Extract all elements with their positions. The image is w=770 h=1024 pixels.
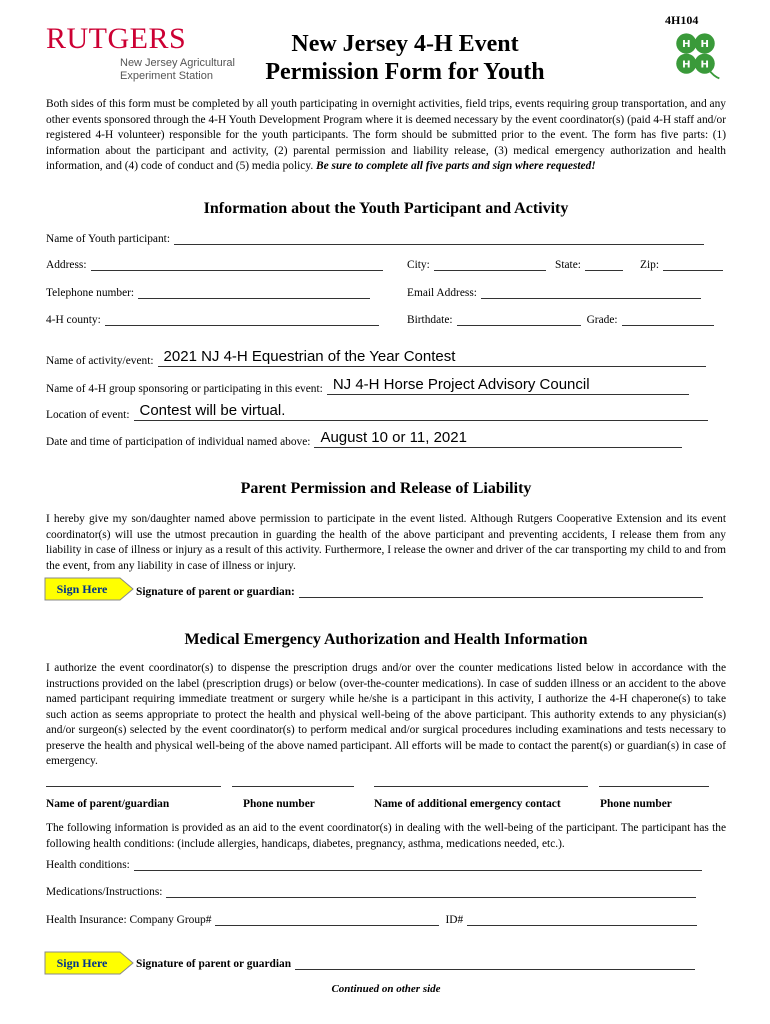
address-row bbox=[46, 258, 383, 271]
col-phone-2: Phone number bbox=[600, 798, 672, 810]
email-row bbox=[407, 286, 701, 299]
intro-emphasis: Be sure to complete all five parts and sign where requested! bbox=[316, 160, 596, 172]
phone-label: Telephone number: bbox=[46, 287, 135, 299]
location-value: Contest will be virtual. bbox=[139, 402, 286, 419]
grade-label: Grade: bbox=[586, 314, 618, 326]
email-label: Email Address: bbox=[407, 287, 477, 299]
title-line1: New Jersey 4-H Event bbox=[291, 31, 519, 57]
birthdate-row bbox=[407, 313, 714, 326]
parent-name-field[interactable] bbox=[46, 786, 221, 787]
contact-phone-field[interactable] bbox=[599, 786, 709, 787]
date-row bbox=[46, 429, 682, 448]
date-value: August 10 or 11, 2021 bbox=[320, 429, 467, 446]
group-value: NJ 4-H Horse Project Advisory Council bbox=[332, 376, 590, 393]
insurance-id-label: ID# bbox=[445, 914, 464, 926]
health-text: The following information is provided as an aid to the event coordinator(s) in dealing with the well-being of the participant. The participant has the following health conditions: (include allergies, handicaps, diabetes, pregnancy, asthma, medications needed, etc.). bbox=[46, 822, 726, 850]
city-row bbox=[407, 258, 546, 271]
svg-text:H: H bbox=[682, 59, 691, 71]
medical-text: I authorize the event coordinator(s) to dispense the prescription drugs and/or over the counter medications listed below in accordance with the instructions provided on the label (prescription drugs) or below (over-the-counter medications). In case of sudden illness or an accident to the above named participant requiring immediate treatment or surgery while he/she is a participant in this activity, I authorize the 4-H chaperone(s) to take such action as seems appropriate to protect the health and physical well-being of the above participant. This authority extends to any physician(s) and/or surgeon(s) selected by the event coordinator(s) to perform medical and/or surgical procedures including examinations and tests necessary to preserve the health and physical well-being of the above named participant. All efforts will be made to contact the parent(s) or guardian(s) in case of emergency. bbox=[46, 662, 726, 767]
intro-text: Both sides of this form must be completed by all youth participating in overnight activities, field trips, events requiring group transportation, and any other events sponsored through the 4-H Youth Development Program where it is deemed necessary by the event coordinator(s) (paid 4-H staff and/or registered 4-H volunteer) responsible for the youth participants. The form should be submitted prior to the event. The form has five parts: (1) information about the participant and activity, (2) parental permission and liability release, (3) medical emergency authorization and health information, and (4) code of conduct and (5) media policy. bbox=[46, 98, 726, 172]
youth-name-field[interactable] bbox=[174, 232, 704, 245]
zip-field[interactable] bbox=[663, 258, 723, 271]
address-field[interactable] bbox=[91, 258, 383, 271]
medications-field[interactable] bbox=[166, 885, 696, 898]
col-parent-name: Name of parent/guardian bbox=[46, 798, 170, 810]
date-field[interactable] bbox=[314, 429, 682, 448]
rutgers-logo-subtitle bbox=[120, 57, 235, 83]
state-field[interactable] bbox=[585, 258, 623, 271]
health-conditions-label: Health conditions: bbox=[46, 859, 130, 871]
contact-name-field[interactable] bbox=[374, 786, 588, 787]
medical-signature-field[interactable] bbox=[295, 957, 695, 970]
date-label: Date and time of participation of individual named above: bbox=[46, 436, 311, 448]
health-conditions-field[interactable] bbox=[134, 858, 702, 871]
permission-signature-label: Signature of parent or guardian: bbox=[136, 586, 295, 598]
continued-note: Continued on other side bbox=[331, 983, 441, 995]
grade-field[interactable] bbox=[622, 313, 714, 326]
permission-signature-field[interactable] bbox=[299, 585, 703, 598]
health-conditions-row bbox=[46, 858, 702, 871]
group-label: Name of 4-H group sponsoring or participating in this event: bbox=[46, 383, 323, 395]
section-heading-participant: Information about the Youth Participant and Activity bbox=[203, 200, 569, 217]
email-field[interactable] bbox=[481, 286, 701, 299]
section-heading-permission: Parent Permission and Release of Liability bbox=[240, 480, 532, 497]
page-title bbox=[240, 30, 570, 86]
medications-label: Medications/Instructions: bbox=[46, 886, 163, 898]
insurance-label: Health Insurance: Company Group# bbox=[46, 914, 212, 926]
youth-name-label: Name of Youth participant: bbox=[46, 233, 171, 245]
medications-row bbox=[46, 885, 696, 898]
county-label: 4-H county: bbox=[46, 314, 101, 326]
form-number: 4H104 bbox=[665, 13, 699, 27]
group-field[interactable] bbox=[327, 376, 689, 395]
location-field[interactable] bbox=[134, 402, 708, 421]
sign-here-tab-2 bbox=[44, 951, 134, 975]
county-row bbox=[46, 313, 379, 326]
insurance-group-field[interactable] bbox=[215, 913, 439, 926]
birthdate-field[interactable] bbox=[457, 313, 581, 326]
col-emergency-contact: Name of additional emergency contact bbox=[374, 798, 561, 810]
logo-sub-line2: Experiment Station bbox=[120, 70, 213, 82]
title-line2: Permission Form for Youth bbox=[265, 59, 545, 85]
medical-signature-label: Signature of parent or guardian bbox=[136, 958, 292, 970]
sign-here-tab bbox=[44, 577, 134, 601]
permission-text: I hereby give my son/daughter named above permission to participate in the event listed. Although Rutgers Cooperative Extension and its event coordinator(s) will use the utmost precaution in guarding the health of the above participant and preventing accidents, I release them from any liability in case of illness or injury as a result of this activity. Furthermore, I release the owner and driver of the car transporting my child to and from the event, from any liability in case of illness or injury. bbox=[46, 513, 726, 572]
location-row bbox=[46, 402, 708, 421]
parent-phone-field[interactable] bbox=[232, 786, 354, 787]
zip-label: Zip: bbox=[640, 259, 659, 271]
location-label: Location of event: bbox=[46, 409, 130, 421]
county-field[interactable] bbox=[105, 313, 379, 326]
address-label: Address: bbox=[46, 259, 87, 271]
activity-field[interactable] bbox=[158, 348, 706, 367]
birthdate-label: Birthdate: bbox=[407, 314, 453, 326]
logo-sub-line1: New Jersey Agricultural bbox=[120, 57, 235, 69]
svg-text:H: H bbox=[700, 59, 709, 71]
section-heading-medical: Medical Emergency Authorization and Health Information bbox=[184, 631, 588, 648]
state-row bbox=[555, 258, 623, 271]
state-label: State: bbox=[555, 259, 581, 271]
sign-here-label-1: Sign Here bbox=[56, 582, 108, 596]
permission-signature-row bbox=[136, 585, 703, 598]
zip-row bbox=[640, 258, 723, 271]
activity-value: 2021 NJ 4-H Equestrian of the Year Contest bbox=[163, 348, 456, 365]
insurance-id-field[interactable] bbox=[467, 913, 697, 926]
4h-clover-icon bbox=[668, 27, 723, 82]
youth-name-row bbox=[46, 232, 704, 245]
medical-signature-row bbox=[136, 957, 695, 970]
city-field[interactable] bbox=[434, 258, 546, 271]
svg-text:H: H bbox=[700, 39, 709, 51]
phone-row bbox=[46, 286, 370, 299]
rutgers-logo-word: RUTGERS bbox=[46, 22, 187, 55]
activity-row bbox=[46, 348, 706, 367]
intro-paragraph bbox=[46, 97, 726, 175]
group-row bbox=[46, 376, 689, 395]
city-label: City: bbox=[407, 259, 430, 271]
activity-label: Name of activity/event: bbox=[46, 355, 154, 367]
phone-field[interactable] bbox=[138, 286, 370, 299]
insurance-row bbox=[46, 913, 697, 926]
svg-text:H: H bbox=[682, 39, 691, 51]
col-phone-1: Phone number bbox=[243, 798, 315, 810]
sign-here-label-2: Sign Here bbox=[56, 956, 108, 970]
